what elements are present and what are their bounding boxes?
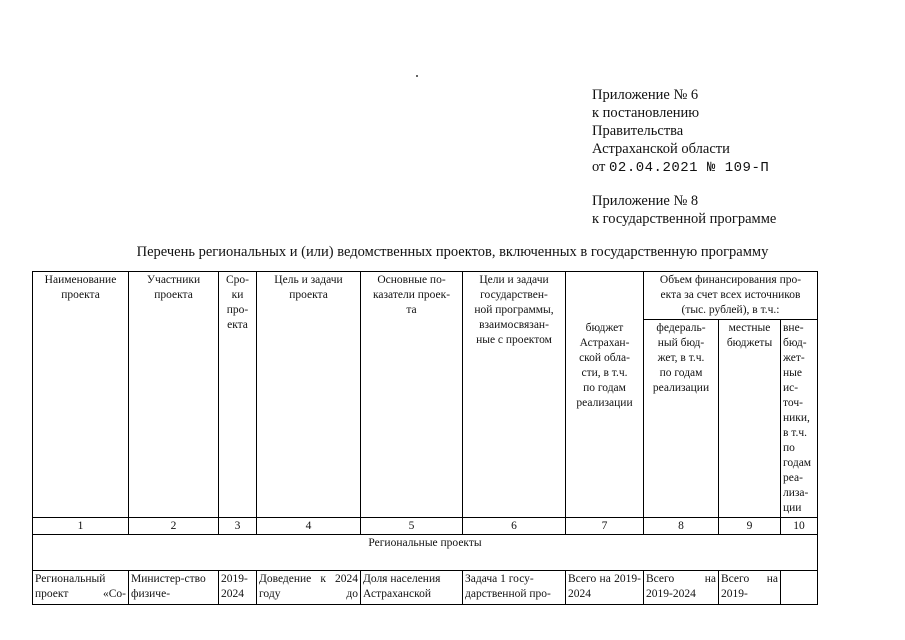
header-project-name: Наименование проекта: [33, 272, 129, 518]
header-program-goals: Цели и задачи государствен- ной программы, взаимосвязан- ные с проектом: [463, 272, 566, 518]
header-federal-budget: федераль- ный бюд- жет, в т.ч. по годам реализации: [644, 320, 719, 518]
appendix-6-block: [592, 86, 769, 177]
header-goals: Цель и задачи проекта: [257, 272, 361, 518]
header-regional-budget: бюджет Астрахан- ской обла- сти, в т.ч. по годам реализации: [566, 320, 644, 518]
appendix-6-line-1: Приложение № 6: [592, 87, 699, 103]
col-number: 9: [719, 518, 781, 535]
section-regional-projects: Региональные проекты: [33, 535, 818, 571]
row1-federal-budget: Всего на 2019-2024: [644, 571, 719, 605]
col-number: 3: [219, 518, 257, 535]
row1-regional-budget: Всего на 2019-2024: [566, 571, 644, 605]
row1-local-budgets: Всего на 2019-: [719, 571, 781, 605]
row1-goals: Доведение к 2024 году до: [257, 571, 361, 605]
col-number: 5: [361, 518, 463, 535]
col-number: 1: [33, 518, 129, 535]
col-number: 6: [463, 518, 566, 535]
projects-table: [32, 271, 818, 605]
col-number: 8: [644, 518, 719, 535]
document-title: Перечень региональных и (или) ведомственных проектов, включенных в государственную программу: [136, 244, 769, 260]
date-stamp: 02.04.2021 № 109-П: [609, 160, 770, 176]
appendix-6-line-2: к постановлению: [592, 105, 700, 121]
appendix-6-date-line: [592, 158, 769, 177]
row1-extrabudgetary: [781, 571, 818, 605]
appendix-8-block: [592, 192, 776, 228]
row1-indicators: Доля населения Астраханской: [361, 571, 463, 605]
appendix-6-line-3: Правительства: [592, 123, 684, 139]
appendix-8-line-2: к государственной программе: [592, 211, 777, 227]
appendix-8-line-1: Приложение № 8: [592, 193, 699, 209]
header-indicators: Основные по- казатели проек- та: [361, 272, 463, 518]
col-number: 10: [781, 518, 818, 535]
row1-terms: 2019-2024: [219, 571, 257, 605]
header-participants: Участники проекта: [129, 272, 219, 518]
header-local-budgets: местные бюджеты: [719, 320, 781, 518]
scan-speck: [416, 75, 418, 77]
header-extrabudgetary: вне- бюд- жет- ные ис- точ- ники, в т.ч. по годам реа- лиза- ции: [781, 320, 818, 518]
row1-participants: Министер-ство физиче-: [129, 571, 219, 605]
header-terms: Сро- ки про- екта: [219, 272, 257, 518]
col-number: 2: [129, 518, 219, 535]
date-prefix: от: [592, 159, 606, 175]
row1-project-name: Региональный проект «Со-: [33, 571, 129, 605]
col-number: 4: [257, 518, 361, 535]
appendix-6-line-4: Астраханской области: [592, 141, 730, 157]
row1-program-goals: Задача 1 госу-дарственной про-: [463, 571, 566, 605]
header-funding: Объем финансирования про- екта за счет всех источников (тыс. рублей), в т.ч.:: [644, 272, 818, 320]
header-funding-spacer: [566, 272, 644, 320]
col-number: 7: [566, 518, 644, 535]
